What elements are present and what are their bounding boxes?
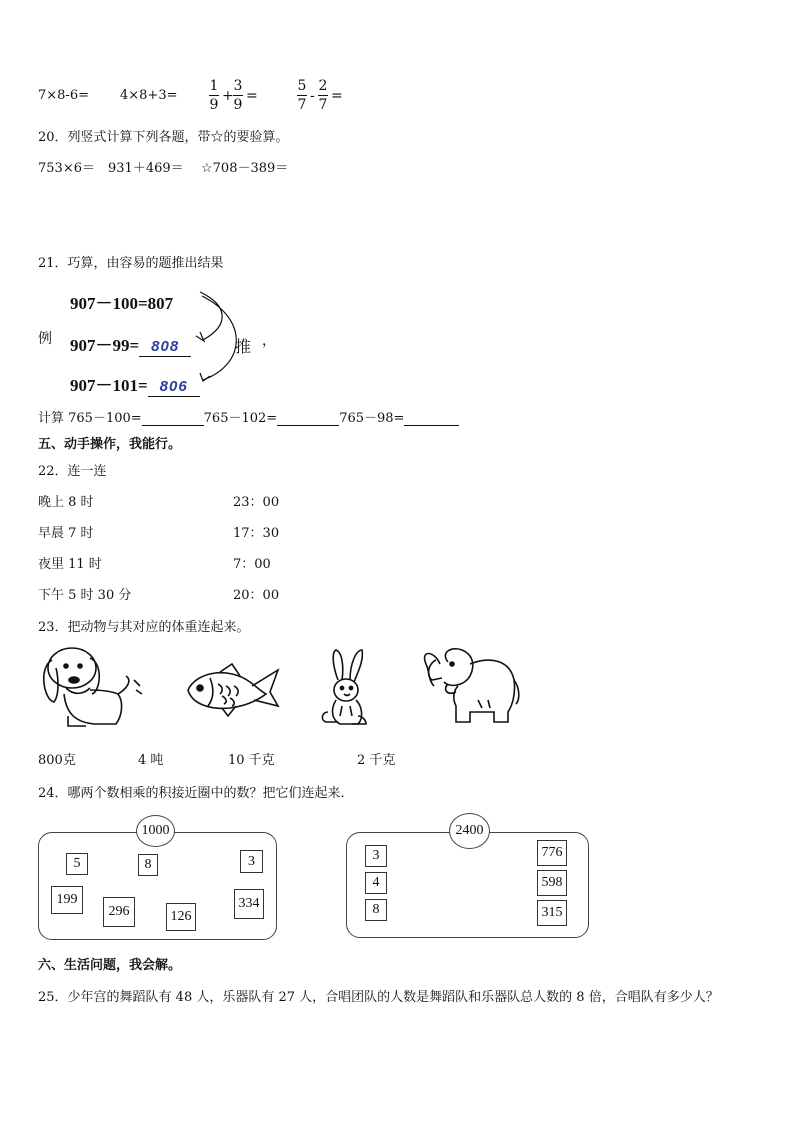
time-phrase: 下午 5 时 30 分 <box>38 588 132 603</box>
expr-7x8-6: 7×8-6= <box>38 88 89 103</box>
time-phrase: 晚上 8 时 <box>38 495 94 510</box>
section-6-heading: 六、生活问题，我会解。 <box>38 958 182 973</box>
number-box: 3 <box>240 850 263 873</box>
q20-item-3: ☆708－389＝ <box>201 161 289 176</box>
q23-title: 23．把动物与其对应的体重连起来。 <box>38 620 250 635</box>
fraction-1-9: 1 9 <box>209 78 219 113</box>
weight-label: 4 吨 <box>138 753 164 768</box>
plus-sign: + <box>222 88 234 104</box>
q21-calc-row: 计算 765－100= 765－102= 765－98= <box>38 407 459 426</box>
q20-title: 20．列竖式计算下列各题，带☆的要验算。 <box>38 130 289 145</box>
number-box: 5 <box>66 853 88 875</box>
number-box: 776 <box>537 840 567 866</box>
answer-808: 808 <box>151 338 180 355</box>
time-phrase: 夜里 11 时 <box>38 557 102 572</box>
equals-sign: = <box>331 88 343 104</box>
number-box: 598 <box>537 870 567 896</box>
target-circle-1000: 1000 <box>136 815 175 847</box>
q20-item-1: 753×6＝ <box>38 161 95 176</box>
time-phrase: 早晨 7 时 <box>38 526 94 541</box>
answer-806: 806 <box>159 378 188 395</box>
q25-text: 25．少年宫的舞蹈队有 48 人，乐器队有 27 人，合唱团队的人数是舞蹈队和乐器队总人数的 8 倍，合唱队有多少人？ <box>38 990 719 1005</box>
number-box: 199 <box>51 886 83 914</box>
clock-time: 23：00 <box>233 495 280 510</box>
example-line-1: 907－100=807 <box>70 294 174 313</box>
example-line-2: 907－99= 808 <box>70 331 191 357</box>
fraction-3-9: 3 9 <box>233 78 243 113</box>
number-box: 8 <box>365 899 387 921</box>
clock-time: 20：00 <box>233 588 280 603</box>
example-label: 例 <box>38 331 52 347</box>
weight-label: 10 千克 <box>228 753 275 768</box>
weight-label: 2 千克 <box>357 753 396 768</box>
section-5-heading: 五、动手操作，我能行。 <box>38 437 182 452</box>
clock-time: 17：30 <box>233 526 280 541</box>
push-label: 推 <box>235 337 252 356</box>
example-line-3: 907－101= 806 <box>70 371 200 397</box>
number-box: 4 <box>365 872 387 894</box>
number-box: 315 <box>537 900 567 926</box>
number-box: 296 <box>103 897 135 927</box>
expr-4x8+3: 4×8+3= <box>120 88 178 103</box>
q24-title: 24．哪两个数相乘的积接近圈中的数？把它们连起来． <box>38 786 354 801</box>
dog-illustration <box>44 648 142 726</box>
equals-sign: = <box>246 88 258 104</box>
minus-sign: - <box>310 88 315 104</box>
number-box: 126 <box>166 903 196 931</box>
fish-illustration <box>188 664 278 716</box>
number-box: 334 <box>234 889 264 919</box>
elephant-illustration <box>425 649 519 722</box>
number-box: 8 <box>138 854 158 876</box>
comma: ， <box>262 333 276 349</box>
target-circle-2400: 2400 <box>449 813 490 849</box>
q21-title: 21．巧算，由容易的题推出结果 <box>38 256 224 271</box>
q22-title: 22．连一连 <box>38 464 107 479</box>
q20-item-2: 931＋469＝ <box>108 161 184 176</box>
fraction-5-7: 5 7 <box>297 78 307 113</box>
fraction-2-7: 2 7 <box>318 78 328 113</box>
clock-time: 7：00 <box>233 557 271 572</box>
rabbit-illustration <box>322 650 366 724</box>
number-box: 3 <box>365 845 387 867</box>
weight-label: 800克 <box>38 753 76 768</box>
